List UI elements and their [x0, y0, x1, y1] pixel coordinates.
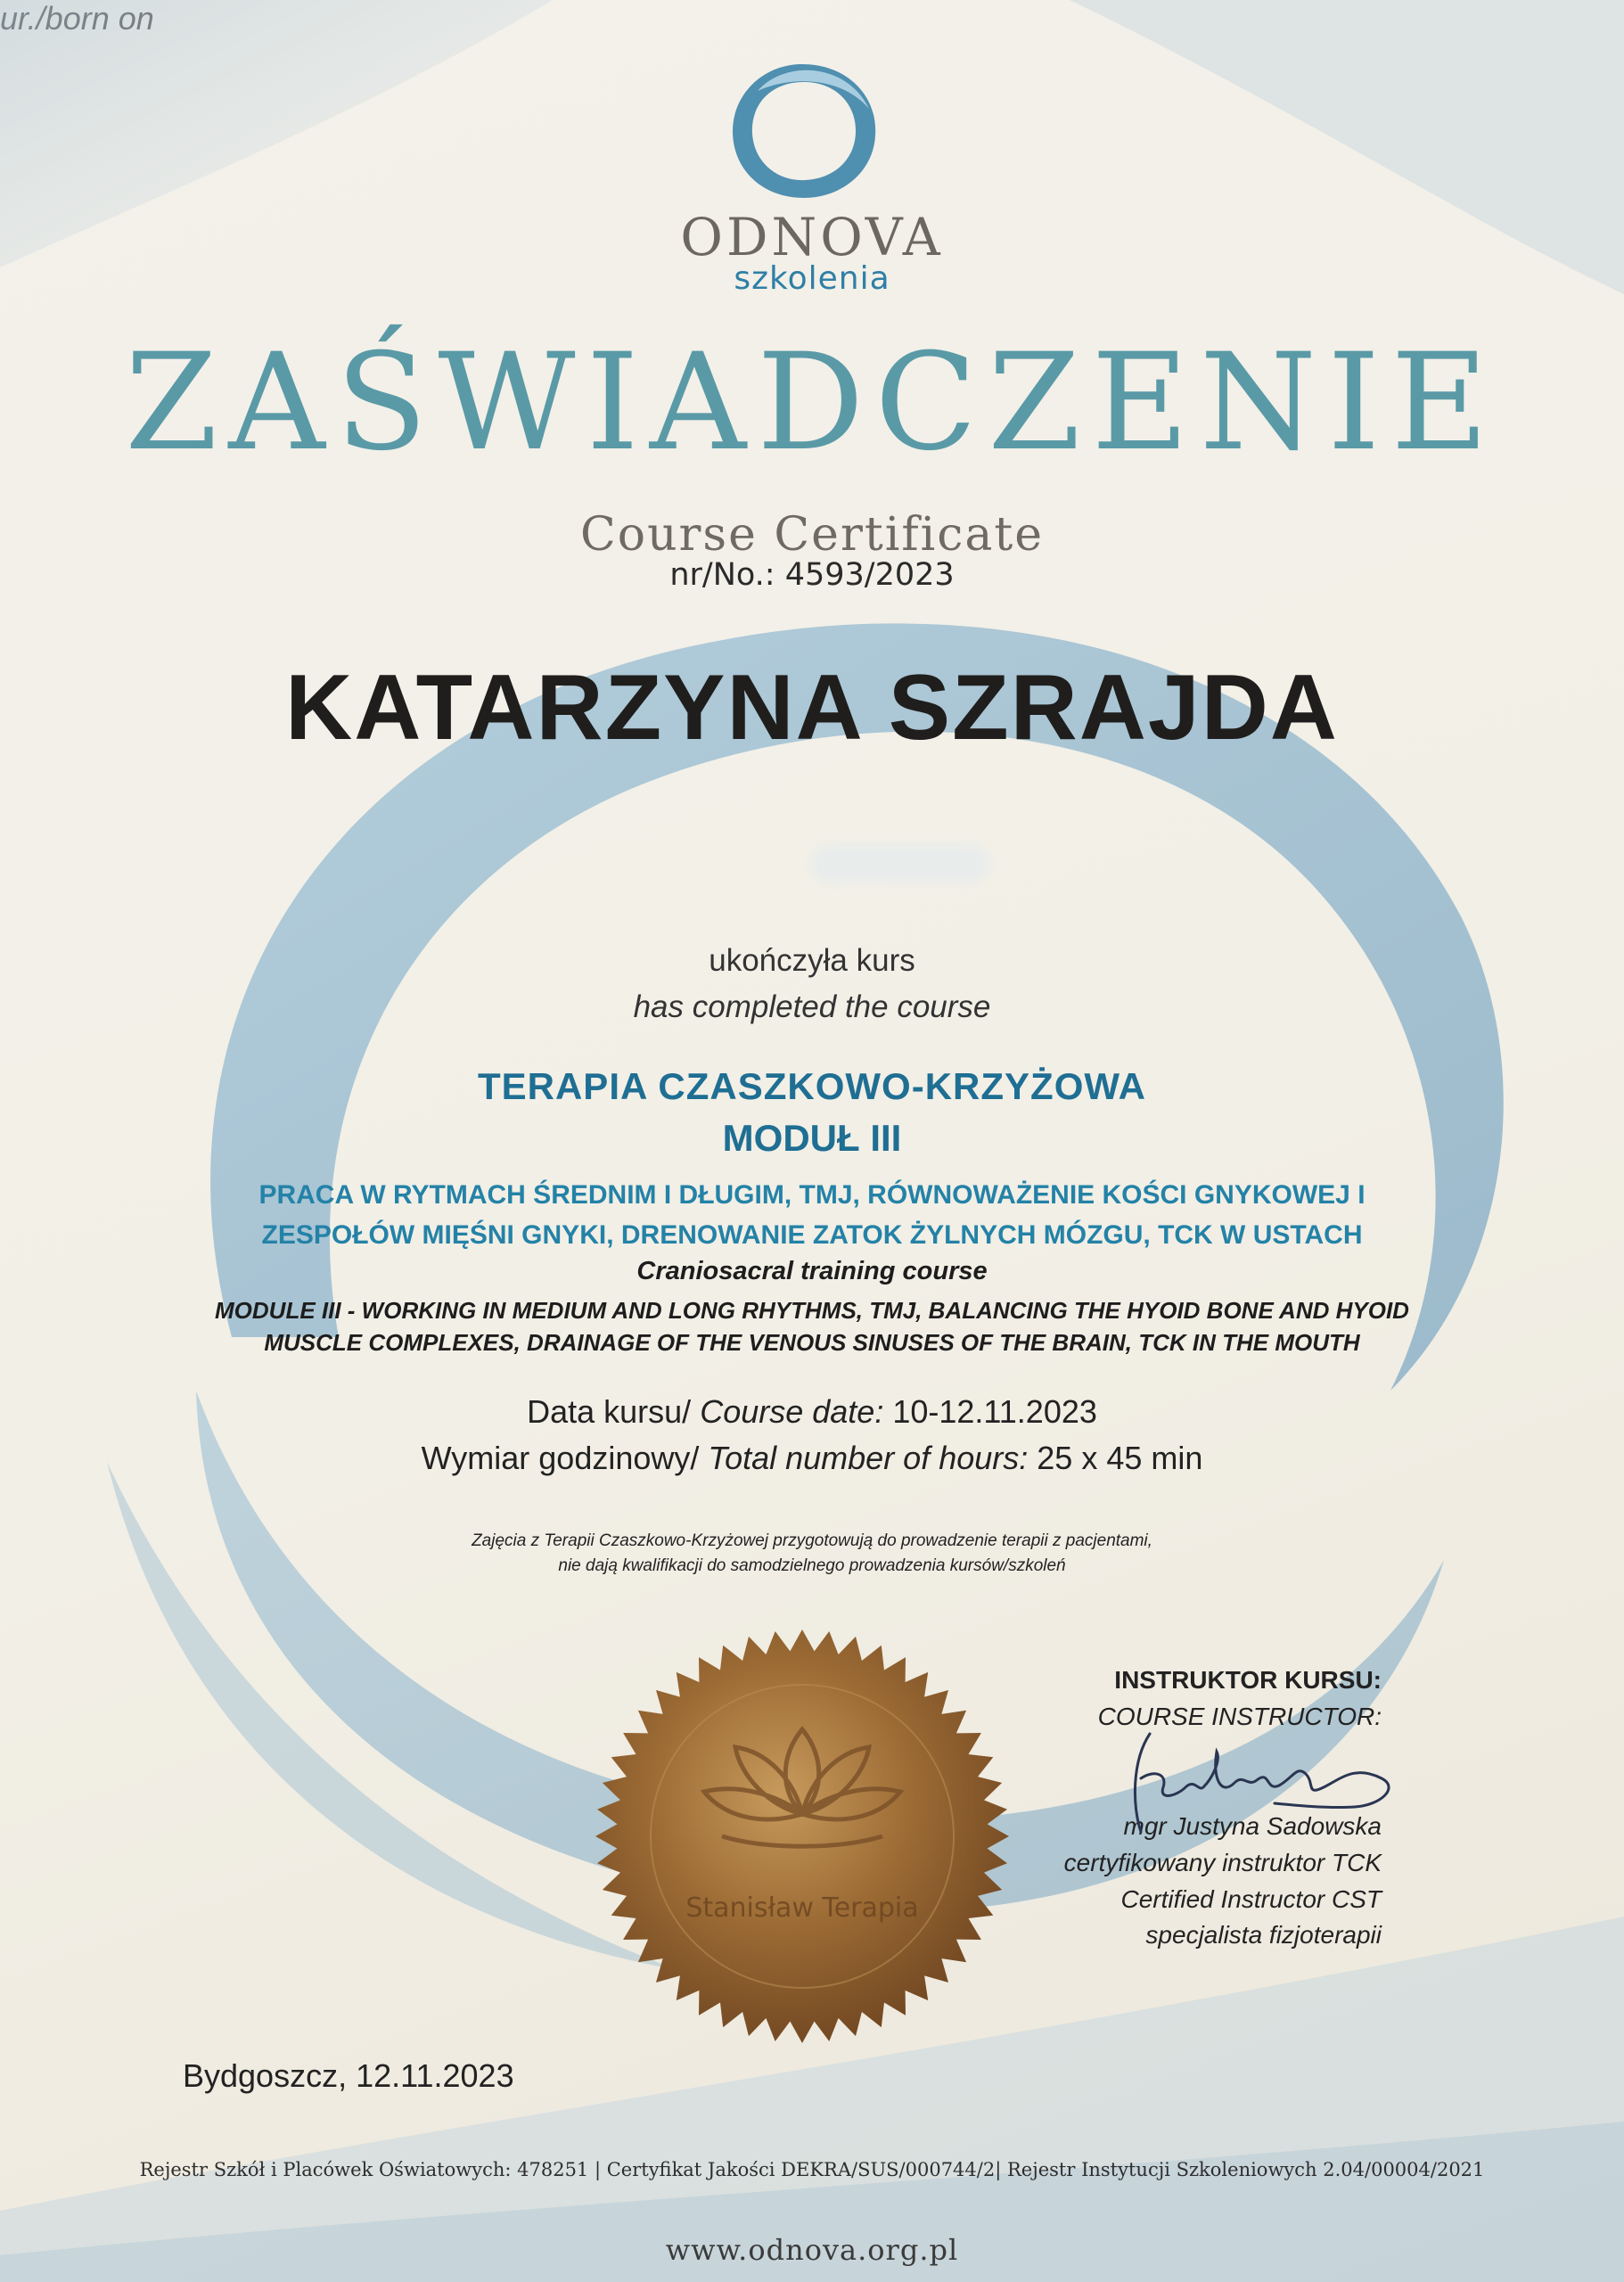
note-line: nie dają kwalifikacji do samodzielnego prowadzenia kursów/szkoleń	[558, 1556, 1066, 1575]
logo-subtitle: szkolenia	[734, 260, 890, 297]
course-date-label-en: Course date:	[700, 1393, 884, 1430]
course-date-label-pl: Data kursu/	[527, 1393, 692, 1430]
course-hours-label-en: Total number of hours:	[708, 1440, 1029, 1476]
place-and-date: Bydgoszcz, 12.11.2023	[183, 2057, 514, 2094]
course-title-en: Craniosacral training course	[636, 1257, 988, 1285]
course-description-en-line: MUSCLE COMPLEXES, DRAINAGE OF THE VENOUS SINUSES OF THE BRAIN, TCK IN THE MOUTH	[264, 1329, 1360, 1357]
course-description-line: ZESPOŁÓW MIĘŚNI GNYKI, DRENOWANIE ZATOK ŻYLNYCH MÓZGU, TCK W USTACH	[261, 1220, 1363, 1250]
certificate-subtitle: Course Certificate	[579, 508, 1045, 562]
certificate-number-value: 4593/2023	[784, 557, 955, 593]
qualification-note	[0, 1529, 1624, 1578]
odnova-logo-icon	[722, 55, 882, 207]
instructor-label-en: COURSE INSTRUCTOR:	[1097, 1702, 1382, 1730]
seal-text: Stanisław Terapia	[685, 1892, 919, 1924]
instructor-label-pl: INSTRUKTOR KURSU:	[1114, 1666, 1382, 1694]
note-line: Zajęcia z Terapii Czaszkowo-Krzyżowej przygotowują do prowadzenie terapii z pacjentami,	[472, 1531, 1152, 1550]
course-module: MODUŁ III	[722, 1117, 902, 1159]
course-date-value: 10-12.11.2023	[892, 1393, 1097, 1430]
seal-starburst	[595, 1629, 1009, 2043]
footer-registry: Rejestr Szkół i Placówek Oświatowych: 478251 | Certyfikat Jakości DEKRA/SUS/000744/2| Rejestr Instytucji Szkoleniowych 2.04/00004/2021	[139, 2159, 1485, 2180]
course-title: TERAPIA CZASZKOWO-KRZYŻOWA	[477, 1065, 1147, 1107]
footer-website: www.odnova.org.pl	[665, 2233, 959, 2267]
instructor-title-line: Certified Instructor CST	[1120, 1884, 1382, 1913]
course-description-pl	[0, 1175, 1624, 1255]
instructor-title-line: certyfikowany instruktor TCK	[1063, 1848, 1382, 1876]
certificate-number	[0, 557, 1624, 593]
completion-text-en: has completed the course	[633, 989, 991, 1024]
certificate-number-label: nr/No.:	[669, 557, 775, 593]
recipient-name: KATARZYNA SZRAJDA	[285, 656, 1339, 759]
course-hours-value: 25 x 45 min	[1037, 1440, 1203, 1476]
course-description-en	[0, 1294, 1624, 1359]
course-date	[0, 1393, 1624, 1431]
course-description-line: PRACA W RYTMACH ŚREDNIM I DŁUGIM, TMJ, RÓWNOWAŻENIE KOŚCI GNYKOWEJ I	[258, 1180, 1366, 1210]
instructor-name: mgr Justyna Sadowska	[1123, 1811, 1382, 1840]
certificate-title: ZAŚWIADCZENIE	[125, 325, 1499, 480]
course-hours-label-pl: Wymiar godzinowy/	[421, 1440, 700, 1476]
instructor-signature	[1114, 1725, 1417, 1841]
redacted-birthdate	[811, 845, 989, 882]
completion-text-pl: ukończyła kurs	[709, 943, 915, 978]
lotus-seal-icon	[588, 1622, 1016, 2050]
course-hours	[0, 1440, 1624, 1477]
course-description-en-line: MODULE III - WORKING IN MEDIUM AND LONG RHYTHMS, TMJ, BALANCING THE HYOID BONE AND HYOID	[215, 1297, 1409, 1324]
instructor-title-line: specjalista fizjoterapii	[1145, 1921, 1382, 1950]
logo-name: ODNOVA	[680, 207, 944, 267]
